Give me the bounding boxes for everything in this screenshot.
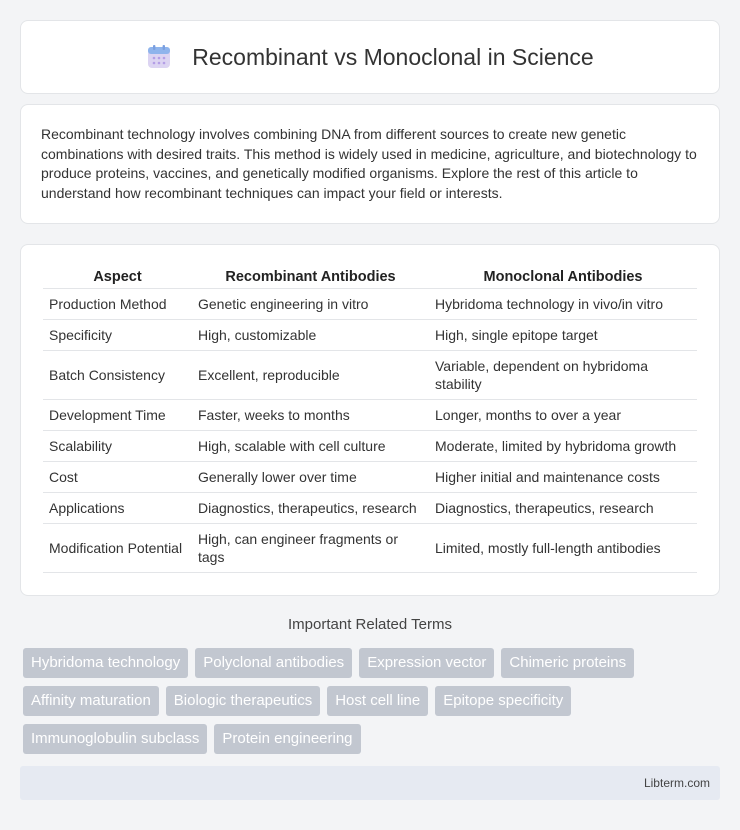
table-cell: High, scalable with cell culture xyxy=(192,431,429,462)
table-cell: Higher initial and maintenance costs xyxy=(429,462,697,493)
table-cell: High, single epitope target xyxy=(429,320,697,351)
table-cell: Specificity xyxy=(43,320,192,351)
tag-immunoglobulin-subclass[interactable]: Immunoglobulin subclass xyxy=(23,724,207,754)
table-cell: Scalability xyxy=(43,431,192,462)
tag-polyclonal-antibodies[interactable]: Polyclonal antibodies xyxy=(195,648,352,678)
table-cell: High, customizable xyxy=(192,320,429,351)
column-header: Recombinant Antibodies xyxy=(192,263,429,289)
table-cell: Faster, weeks to months xyxy=(192,400,429,431)
table-cell: Limited, mostly full-length antibodies xyxy=(429,524,697,573)
table-cell: Excellent, reproducible xyxy=(192,351,429,400)
table-cell: Genetic engineering in vitro xyxy=(192,289,429,320)
column-header: Aspect xyxy=(43,263,192,289)
table-cell: Cost xyxy=(43,462,192,493)
tag-host-cell-line[interactable]: Host cell line xyxy=(327,686,428,716)
table-cell: Batch Consistency xyxy=(43,351,192,400)
table-row xyxy=(43,351,697,400)
table-row xyxy=(43,462,697,493)
tag-biologic-therapeutics[interactable]: Biologic therapeutics xyxy=(166,686,320,716)
table-row xyxy=(43,524,697,573)
table-row xyxy=(43,289,697,320)
tag-expression-vector[interactable]: Expression vector xyxy=(359,648,494,678)
tag-affinity-maturation[interactable]: Affinity maturation xyxy=(23,686,159,716)
footer xyxy=(20,766,720,800)
related-terms-heading: Important Related Terms xyxy=(288,616,452,633)
table-cell: Production Method xyxy=(43,289,192,320)
table-cell: Diagnostics, therapeutics, research xyxy=(429,493,697,524)
column-header: Monoclonal Antibodies xyxy=(429,263,697,289)
tag-epitope-specificity[interactable]: Epitope specificity xyxy=(435,686,571,716)
tag-chimeric-proteins[interactable]: Chimeric proteins xyxy=(501,648,634,678)
tag-protein-engineering[interactable]: Protein engineering xyxy=(214,724,360,754)
table-row xyxy=(43,400,697,431)
related-terms-tags xyxy=(23,648,723,754)
table-row xyxy=(43,431,697,462)
comparison-card xyxy=(20,244,720,596)
table-row xyxy=(43,493,697,524)
title-card xyxy=(20,20,720,94)
table-cell: Modification Potential xyxy=(43,524,192,573)
table-cell: Variable, dependent on hybridoma stability xyxy=(429,351,697,400)
table-cell: High, can engineer fragments or tags xyxy=(192,524,429,573)
table-cell: Diagnostics, therapeutics, research xyxy=(192,493,429,524)
intro-text: Recombinant technology involves combining DNA from different sources to create new genetic combinations with desired traits. This method is widely used in medicine, agriculture, and biotechnology to produce proteins, vaccines, and genetically modified organisms. Explore the rest of this article to understand how recombinant techniques can impact your field or interests. xyxy=(41,126,697,201)
table-cell: Applications xyxy=(43,493,192,524)
table-cell: Hybridoma technology in vivo/in vitro xyxy=(429,289,697,320)
intro-card xyxy=(20,104,720,224)
page-title: Recombinant vs Monoclonal in Science xyxy=(192,43,594,70)
table-row xyxy=(43,320,697,351)
tag-hybridoma-technology[interactable]: Hybridoma technology xyxy=(23,648,188,678)
comparison-table xyxy=(43,263,697,573)
calendar-icon xyxy=(146,44,172,70)
table-cell: Development Time xyxy=(43,400,192,431)
table-cell: Longer, months to over a year xyxy=(429,400,697,431)
table-cell: Generally lower over time xyxy=(192,462,429,493)
table-cell: Moderate, limited by hybridoma growth xyxy=(429,431,697,462)
footer-site-link[interactable]: Libterm.com xyxy=(643,776,710,790)
